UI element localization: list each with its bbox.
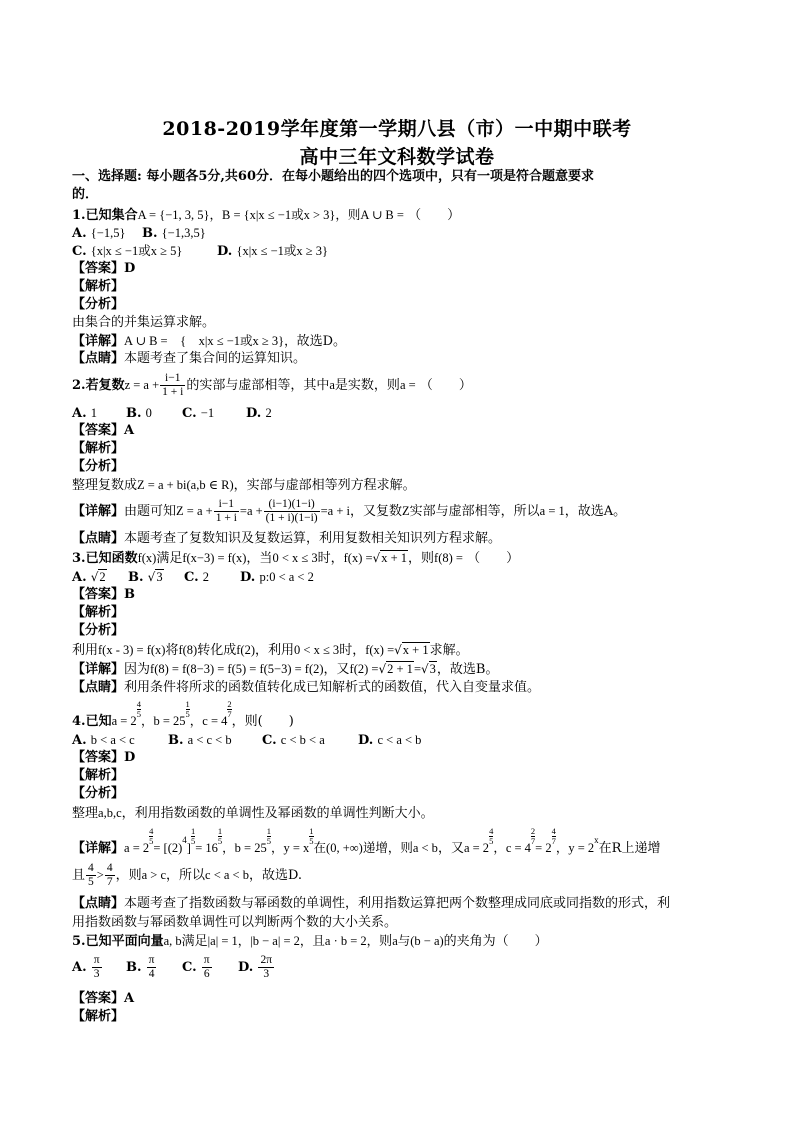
q1-detail: 【详解】A ∪ B = { x|x ≤ −1或x ≥ 3}，故选D。 [72, 334, 347, 349]
q1-options-ab: A. {−1,5} B. {−1,3,5} [72, 226, 206, 241]
q1-fenxi: 【分析】 [72, 297, 125, 312]
q3-options: A. √2 B. √3 C. 2 D. p:0 < a < 2 [72, 570, 314, 585]
q5-stem: 5.已知平面向量a, b满足|a| = 1，|b − a| = 2，且a · b = 2，则a与(b − a)的夹角为（ ） [72, 934, 548, 949]
q4-stem: 4.已知a = 2 $\frac{4}{5}$ ，b = 25 $\frac{1}{5}$ ，c = 4 $\frac{2}{7}$ ，则( ) [72, 699, 294, 729]
q3-detail: 【详解】因为f(8) = f(8−3) = f(5) = f(5−3) = f(2)，又f(2) =√2 + 1=√3，故选B。 [72, 662, 499, 677]
q3-comment: 【点睛】利用条件将所求的函数值转化成已知解析式的函数值，代入自变量求值。 [72, 680, 541, 695]
q4-options: A. b < a < c B. a < c < b C. c < b < a D. c < a < b [72, 733, 422, 748]
q1-options-cd: C. {x|x ≤ −1或x ≥ 5} D. {x|x ≤ −1或x ≥ 3} [72, 244, 329, 259]
q2-stem: 2.若复数z = a + $\frac{i-1}{1 + i}$ 的实部与虚部相等，其中a是实数，则a = （ ） [72, 372, 472, 398]
q3-jiexi: 【解析】 [72, 605, 125, 620]
q4-fenxi: 【分析】 [72, 786, 125, 801]
q4-answer: 【答案】D [72, 750, 136, 765]
q4-analysis: 整理a,b,c，利用指数函数的单调性及幂函数的单调性判断大小。 [72, 806, 434, 821]
q5-options: A. $\frac{\pi}{3}$ B. $\frac{\pi}{4}$ C. $\frac{\pi}{6}$ D. $\frac{2\pi}{3}$ [72, 954, 273, 980]
q3-analysis: 利用f(x - 3) = f(x)将f(8)转化成f(2)，利用0 < x ≤ 3时，f(x) =√x + 1求解。 [72, 643, 469, 658]
q1-answer: 【答案】D [72, 261, 136, 276]
q2-jiexi: 【解析】 [72, 441, 125, 456]
q1-comment: 【点睛】本题考查了集合间的运算知识。 [72, 351, 307, 366]
q4-jiexi: 【解析】 [72, 768, 125, 783]
q3-stem: 3.已知函数f(x)满足f(x−3) = f(x)，当0 < x ≤ 3时，f(x) =√x + 1，则f(8) = （ ） [72, 551, 520, 566]
section-heading: 一、选择题: 每小题各5分,共60分．在每小题给出的四个选项中，只有一项是符合题意要求 [72, 169, 594, 184]
q2-answer: 【答案】A [72, 423, 135, 438]
q1-analysis: 由集合的并集运算求解。 [72, 315, 216, 330]
q5-answer: 【答案】A [72, 991, 135, 1006]
q2-comment: 【点睛】本题考查了复数知识及复数运算，利用复数相关知识列方程求解。 [72, 531, 502, 546]
q1-stem: 1.已知集合A = {−1, 3, 5}，B = {x|x ≤ −1或x > 3}，则A ∪ B = （ ） [72, 208, 461, 223]
q2-detail: 【详解】由题可知Z = a + $\frac{i-1}{1 + i}$ =a + $\frac{(i-1)(1-i)}{(1 + i)(1-i)}$ =a + i，又复数Z实部与虚部相等，所以a = 1，故选A。 [72, 498, 627, 524]
q3-fenxi: 【分析】 [72, 623, 125, 638]
q4-comment-cont: 用指数函数与幂函数单调性可以判断两个数的大小关系。 [72, 915, 398, 930]
q4-comment: 【点睛】本题考查了指数函数与幂函数的单调性，利用指数运算把两个数整理成同底或同指数的形式，利 [72, 896, 671, 911]
q2-fenxi: 【分析】 [72, 459, 125, 474]
exam-title: 2018-2019学年度第一学期八县（市）一中期中联考 [162, 118, 632, 140]
q2-analysis: 整理复数成Z = a + bi(a,b ∈ R)，实部与虚部相等列方程求解。 [72, 478, 416, 493]
q4-detail-cont: 且 $\frac{4}{5}$ > $\frac{4}{7}$ ，则a > c，所以c < a < b，故选D. [72, 862, 303, 888]
exam-subtitle: 高中三年文科数学试卷 [299, 146, 495, 168]
q4-detail: 【详解】a = 2 $\frac{4}{5}$ = $[(2)^4]$ $\frac{1}{5}$ = 16 $\frac{1}{5}$ ，b = 25 $\frac{1}{5}$ ，y = x $\frac{1}{5}$ 在(0, +∞)递增，则a < b，又a = 2 $\frac{4}{5}$ ，c = 4 $\frac{2}{7}$ = 2 $\frac{4}{7}$ ，$y = 2^x$在R上递增 [72, 826, 661, 856]
q3-answer: 【答案】B [72, 587, 136, 602]
q2-options: A. 1 B. 0 C. −1 D. 2 [72, 406, 272, 421]
section-heading-cont: 的． [72, 187, 99, 202]
q1-jiexi: 【解析】 [72, 279, 125, 294]
q5-jiexi: 【解析】 [72, 1009, 125, 1024]
